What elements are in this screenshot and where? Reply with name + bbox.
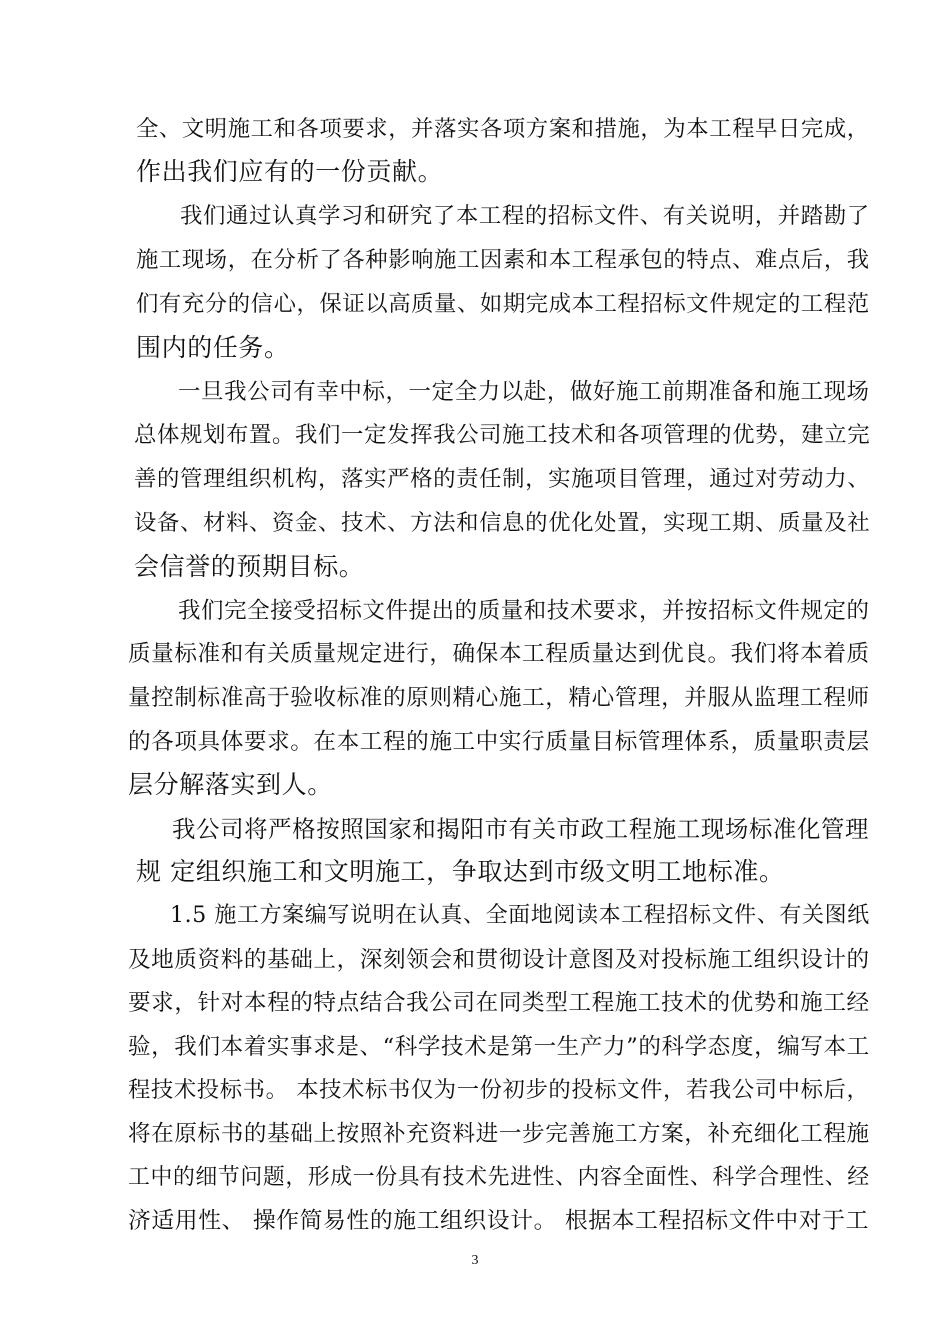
paragraph-2-line-3: 们有充分的信心，保证以高质量、如期完成本工程招标文件规定的工程范 [136,291,870,317]
paragraph-2-line-2: 施工现场，在分析了各种影响施工因素和本工程承包的特点、难点后，我 [136,247,870,273]
paragraph-1-line-2: 作出我们应有的一份贡献。 [136,157,444,186]
paragraph-3-line-3: 善的管理组织机构，落实严格的责任制，实施项目管理，通过对劳动力、 [134,466,871,492]
paragraph-3-line-1: 一旦我公司有幸中标，一定全力以赴，做好施工前期准备和施工现场 [178,379,870,405]
paragraph-5-line-1: 我公司将严格按照国家和揭阳市有关市政工程施工现场标准化管理 [172,815,870,843]
paragraph-3-line-2: 总体规划布置。我们一定发挥我公司施工技术和各项管理的优势，建立完 [134,422,871,448]
page-number: 3 [471,1253,479,1268]
paragraph-5-line-2: 规 定组织施工和文明施工，争取达到市级文明工地标准。 [136,857,785,886]
paragraph-6-line-2: 及地质资料的基础上，深刻领会和贯彻设计意图及对投标施工组织设计的 [128,947,870,973]
paragraph-2-line-1: 我们通过认真学习和研究了本工程的招标文件、有关说明，并踏勘了 [180,203,870,229]
paragraph-4-line-1: 我们完全接受招标文件提出的质量和技术要求，并按招标文件规定的 [178,598,870,624]
paragraph-6-line-5: 程技术投标书。 本技术标书仅为一份初步的投标文件，若我公司中标后， [128,1077,870,1103]
paragraph-6-line-1: 1.5 施工方案编写说明在认真、全面地阅读本工程招标文件、有关图纸 [170,903,870,928]
paragraph-4-line-3: 量控制标准高于验收标准的原则精心施工，精心管理，并服从监理工程师 [128,685,870,711]
paragraph-6-line-6: 将在原标书的基础上按照补充资料进一步完善施工方案，补充细化工程施 [128,1121,870,1147]
paragraph-4-line-5: 层分解落实到人。 [128,770,333,799]
paragraph-1-line-1: 全、文明施工和各项要求，并落实各项方案和措施，为本工程早日完成， [136,116,870,142]
paragraph-3-line-5: 会信誉的预期目标。 [134,552,365,581]
paragraph-6-line-4: 验，我们本着实事求是、“科学技术是第一生产力”的科学态度，编写本工 [128,1034,870,1060]
paragraph-6-line-7: 工中的细节问题，形成一份具有技术先进性、内容全面性、科学合理性、经 [128,1165,870,1190]
paragraph-4-line-2: 质量标准和有关质量规定进行，确保本工程质量达到优良。我们将本着质 [128,641,870,667]
paragraph-6-line-8: 济适用性、 操作简易性的施工组织设计。 根据本工程招标文件中对于工 [128,1208,869,1234]
paragraph-2-line-4: 围内的任务。 [136,333,290,362]
paragraph-6-line-3: 要求，针对本程的特点结合我公司在同类型工程施工技术的优势和施工经 [128,990,870,1016]
paragraph-4-line-4: 的各项具体要求。在本工程的施工中实行质量目标管理体系，质量职责层 [128,729,870,755]
paragraph-3-line-4: 设备、材料、资金、技术、方法和信息的优化处置，实现工期、质量及社 [134,510,871,536]
